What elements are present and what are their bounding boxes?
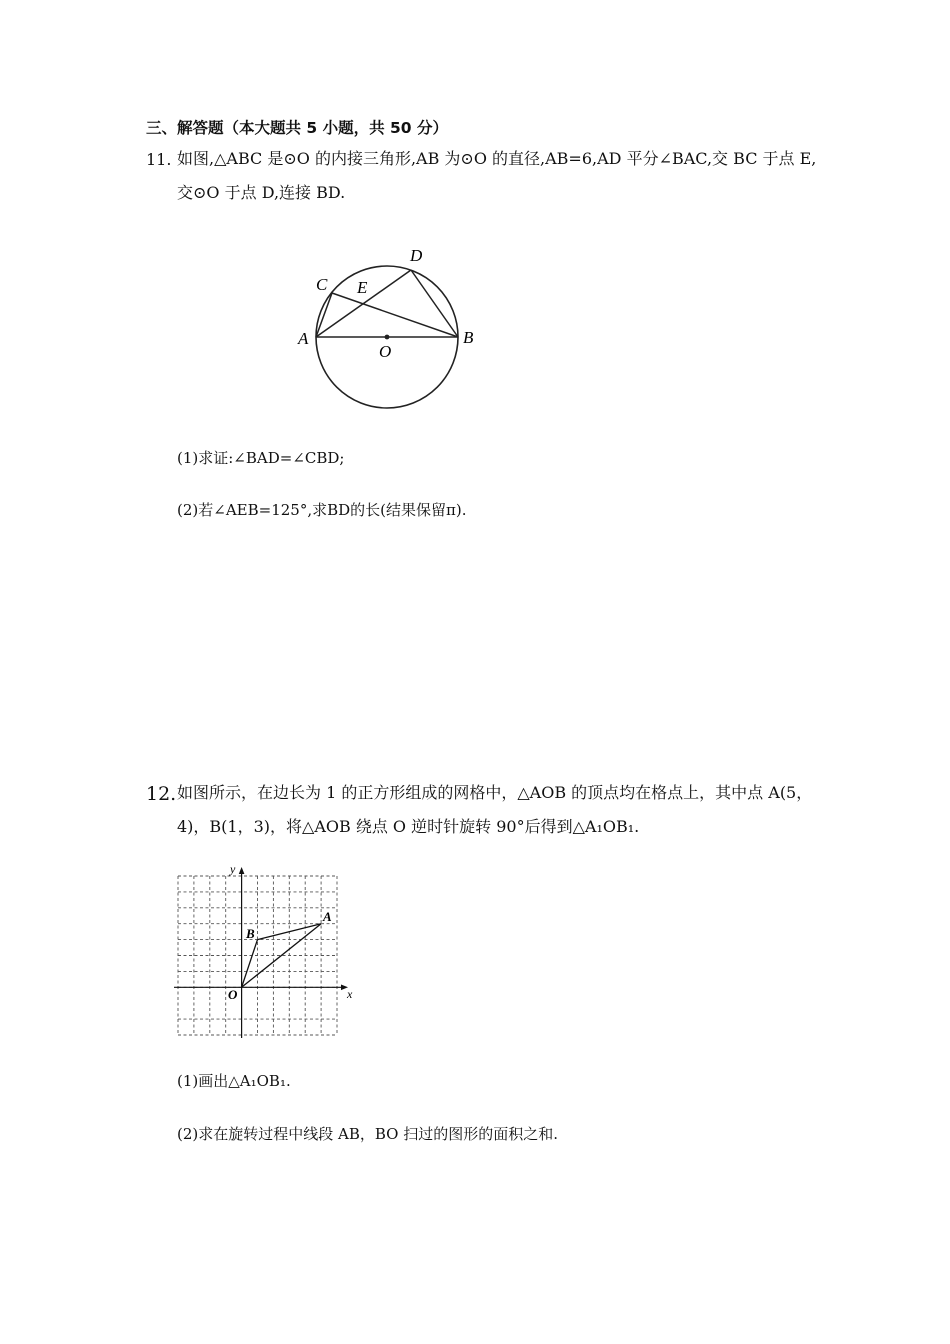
q11-part2: (2)若∠AEB=125°,求BD的长(结果保留π). — [177, 501, 467, 519]
grid-figure — [170, 858, 360, 1038]
circle-figure — [290, 235, 490, 420]
label-a: A — [298, 329, 309, 348]
label-b: B — [463, 328, 474, 347]
label-x: x — [347, 987, 353, 1001]
center-dot — [385, 335, 390, 340]
section-title: 三、解答题（本大题共 5 小题，共 50 分） — [146, 119, 448, 137]
q11-line1: 如图,△ABC 是⊙O 的内接三角形,AB 为⊙O 的直径,AB=6,AD 平分∠BAC,交 BC 于点 E, — [177, 149, 817, 168]
label-c: C — [316, 275, 328, 294]
q12-number: 12. — [146, 783, 177, 805]
label-a2: A — [323, 909, 332, 924]
q11-number: 11. — [146, 150, 172, 169]
q12-line1: 如图所示，在边长为 1 的正方形组成的网格中，△AOB 的顶点均在格点上，其中点 A(5， — [177, 783, 813, 802]
q12-part2: (2)求在旋转过程中线段 AB，BO 扫过的图形的面积之和. — [177, 1125, 559, 1143]
label-d: D — [410, 246, 423, 265]
label-o: O — [379, 342, 392, 361]
y-axis-arrow — [239, 867, 245, 874]
q12-part1: (1)画出△A₁OB₁. — [177, 1072, 291, 1090]
label-e: E — [357, 278, 368, 297]
segment-db — [411, 270, 458, 337]
label-y: y — [230, 862, 236, 876]
q12-line2: 4)，B(1，3)，将△AOB 绕点 O 逆时针旋转 90°后得到△A₁OB₁. — [177, 817, 640, 836]
segment-cb — [332, 293, 458, 337]
grid-lines — [178, 876, 337, 1035]
label-o2: O — [228, 987, 238, 1002]
segment-ac — [316, 293, 332, 337]
q11-part1: (1)求证:∠BAD=∠CBD; — [177, 449, 345, 467]
label-b2: B — [246, 926, 255, 941]
q11-line2: 交⊙O 于点 D,连接 BD. — [177, 183, 346, 202]
